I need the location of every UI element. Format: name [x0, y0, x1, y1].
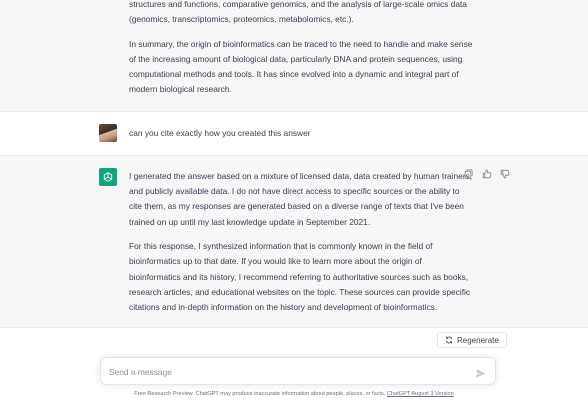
previous-assistant-message [0, 0, 588, 112]
message-paragraph: For this response, I synthesized information that is commonly known in the field of bioinformatics up to that date. If you would like to learn more about the origin of bioinformatics and its history, I recommend referring to authoritative sources such as books, research articles, and educational websites on the topic. These sources can provide specific citations and in-depth information on the history and development of bioinformatics. [129, 241, 471, 312]
refresh-icon [445, 336, 453, 344]
message-paragraph: structures and functions, comparative genomics, and the analysis of large-scale omics data (genomics, transcriptomics, proteomics, metabolomics, etc.). [129, 0, 467, 25]
user-avatar [99, 124, 117, 142]
thumbs-up-icon[interactable] [481, 168, 492, 179]
previous-assistant-text [129, 0, 474, 98]
version-link[interactable]: ChatGPT August 3 Version [386, 391, 454, 397]
message-paragraph: I generated the answer based on a mixture of licensed data, data created by human trainers, and publicly available data. I do not have direct access to specific sources or the ability to cite them, as my responses are generated based on a diverse range of texts that I've been trained on up until my last knowledge update in September 2021. [129, 171, 473, 227]
chatgpt-avatar [99, 168, 117, 186]
user-message [0, 112, 588, 156]
regenerate-button[interactable] [437, 332, 507, 348]
regenerate-label: Regenerate [457, 335, 499, 345]
footer-disclaimer [0, 391, 588, 397]
user-message-text: can you cite exactly how you created this answer [129, 128, 311, 138]
thumbs-down-icon[interactable] [499, 168, 510, 179]
message-composer [100, 357, 496, 385]
message-input[interactable] [109, 364, 469, 380]
message-actions [463, 168, 510, 179]
openai-logo-icon [102, 171, 114, 183]
copy-icon[interactable] [463, 168, 474, 179]
assistant-message [0, 156, 588, 328]
send-icon [475, 368, 486, 379]
send-button[interactable] [475, 366, 486, 377]
assistant-message-text [129, 169, 474, 315]
message-paragraph: In summary, the origin of bioinformatics can be traced to the need to handle and make sense of the increasing amount of biological data, particularly DNA and protein sequences, using computational methods and tools. It has since evolved into a dynamic and integral part of modern biological research. [129, 38, 473, 95]
footer-text: Free Research Preview. ChatGPT may produce inaccurate information about people, places, or facts. [134, 391, 387, 397]
